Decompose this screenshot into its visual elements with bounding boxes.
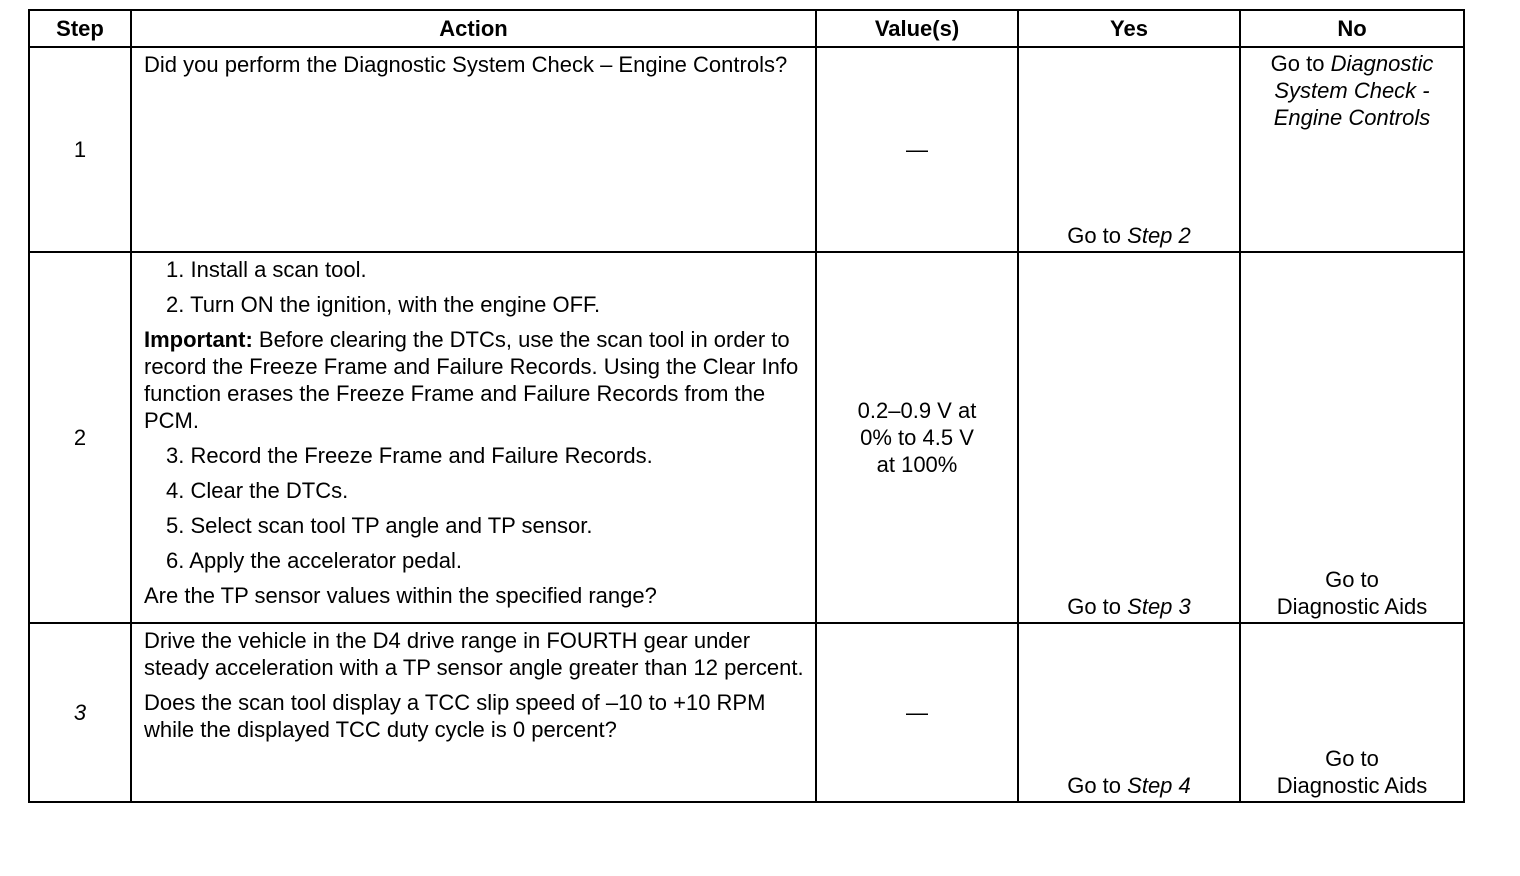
item-text: Record the Freeze Frame and Failure Records. xyxy=(190,443,653,468)
value-cell xyxy=(816,47,1018,252)
item-text: Turn ON the ignition, with the engine OFF. xyxy=(190,292,601,317)
value-line: at 100% xyxy=(876,452,958,477)
yes-cell xyxy=(1018,623,1240,802)
diagnostic-table xyxy=(28,9,1465,803)
yes-target-link[interactable]: Step 2 xyxy=(1127,223,1191,248)
item-number: 5. xyxy=(166,513,185,538)
action-list-item xyxy=(144,291,805,318)
item-text: Clear the DTCs. xyxy=(190,478,349,503)
yes-cell xyxy=(1018,47,1240,252)
action-list-item xyxy=(144,512,805,539)
header-row xyxy=(29,10,1464,47)
value-line: 0% to 4.5 V xyxy=(860,425,974,450)
no-cell xyxy=(1240,252,1464,623)
table-row xyxy=(29,47,1464,252)
yes-prefix: Go to xyxy=(1067,594,1122,619)
header-action: Action xyxy=(131,10,816,47)
item-number: 4. xyxy=(166,478,185,503)
no-target-link[interactable]: Diagnostic Aids xyxy=(1276,773,1428,798)
header-no: No xyxy=(1240,10,1464,47)
item-text: Select scan tool TP angle and TP sensor. xyxy=(190,513,593,538)
action-text: Did you perform the Diagnostic System Check – Engine Controls? xyxy=(144,52,788,77)
action-cell xyxy=(131,252,816,623)
value-cell xyxy=(816,623,1018,802)
yes-target-link[interactable]: Step 4 xyxy=(1127,773,1191,798)
value-dash: — xyxy=(906,700,928,725)
yes-cell xyxy=(1018,252,1240,623)
value-cell xyxy=(816,252,1018,623)
action-question: Does the scan tool display a TCC slip speed of –10 to +10 RPM while the displayed TCC duty cycle is 0 percent? xyxy=(144,690,766,742)
no-target-line3[interactable]: Engine Controls xyxy=(1273,105,1431,130)
step-number: 1 xyxy=(29,47,131,252)
header-step: Step xyxy=(29,10,131,47)
no-prefix: Go to xyxy=(1325,567,1379,592)
no-prefix: Go to xyxy=(1325,746,1379,771)
yes-prefix: Go to xyxy=(1067,223,1122,248)
step-number: 2 xyxy=(29,252,131,623)
no-cell xyxy=(1240,623,1464,802)
step-number: 3 xyxy=(29,623,131,802)
no-cell xyxy=(1240,47,1464,252)
action-cell xyxy=(131,623,816,802)
item-number: 6. xyxy=(166,548,185,573)
yes-target-link[interactable]: Step 3 xyxy=(1127,594,1191,619)
value-dash: — xyxy=(906,137,928,162)
action-list-item xyxy=(144,547,805,574)
important-text: Before clearing the DTCs, use the scan tool in order to record the Freeze Frame and Failure Records. Using the Clear Info function erases the Freeze Frame and Failure Records from the PCM. xyxy=(144,327,799,433)
item-number: 3. xyxy=(166,443,185,468)
action-cell xyxy=(131,47,816,252)
item-number: 2. xyxy=(166,292,185,317)
header-yes: Yes xyxy=(1018,10,1240,47)
action-list-item xyxy=(144,256,805,283)
no-prefix: Go to xyxy=(1270,51,1325,76)
value-line: 0.2–0.9 V at xyxy=(857,398,977,423)
action-list-item xyxy=(144,477,805,504)
item-text: Apply the accelerator pedal. xyxy=(189,548,462,573)
action-text: Drive the vehicle in the D4 drive range in FOURTH gear under steady acceleration with a TP sensor angle greater than 12 percent. xyxy=(144,628,804,680)
no-target-line1[interactable]: Diagnostic xyxy=(1330,51,1434,76)
action-list-item xyxy=(144,442,805,469)
table-row xyxy=(29,623,1464,802)
no-target-line2[interactable]: System Check - xyxy=(1274,78,1430,103)
action-question: Are the TP sensor values within the specified range? xyxy=(144,583,657,608)
header-values: Value(s) xyxy=(816,10,1018,47)
important-note xyxy=(144,326,805,434)
yes-prefix: Go to xyxy=(1067,773,1122,798)
item-text: Install a scan tool. xyxy=(190,257,367,282)
no-target-link[interactable]: Diagnostic Aids xyxy=(1276,594,1428,619)
table-row xyxy=(29,252,1464,623)
important-label: Important: xyxy=(144,327,253,352)
item-number: 1. xyxy=(166,257,185,282)
